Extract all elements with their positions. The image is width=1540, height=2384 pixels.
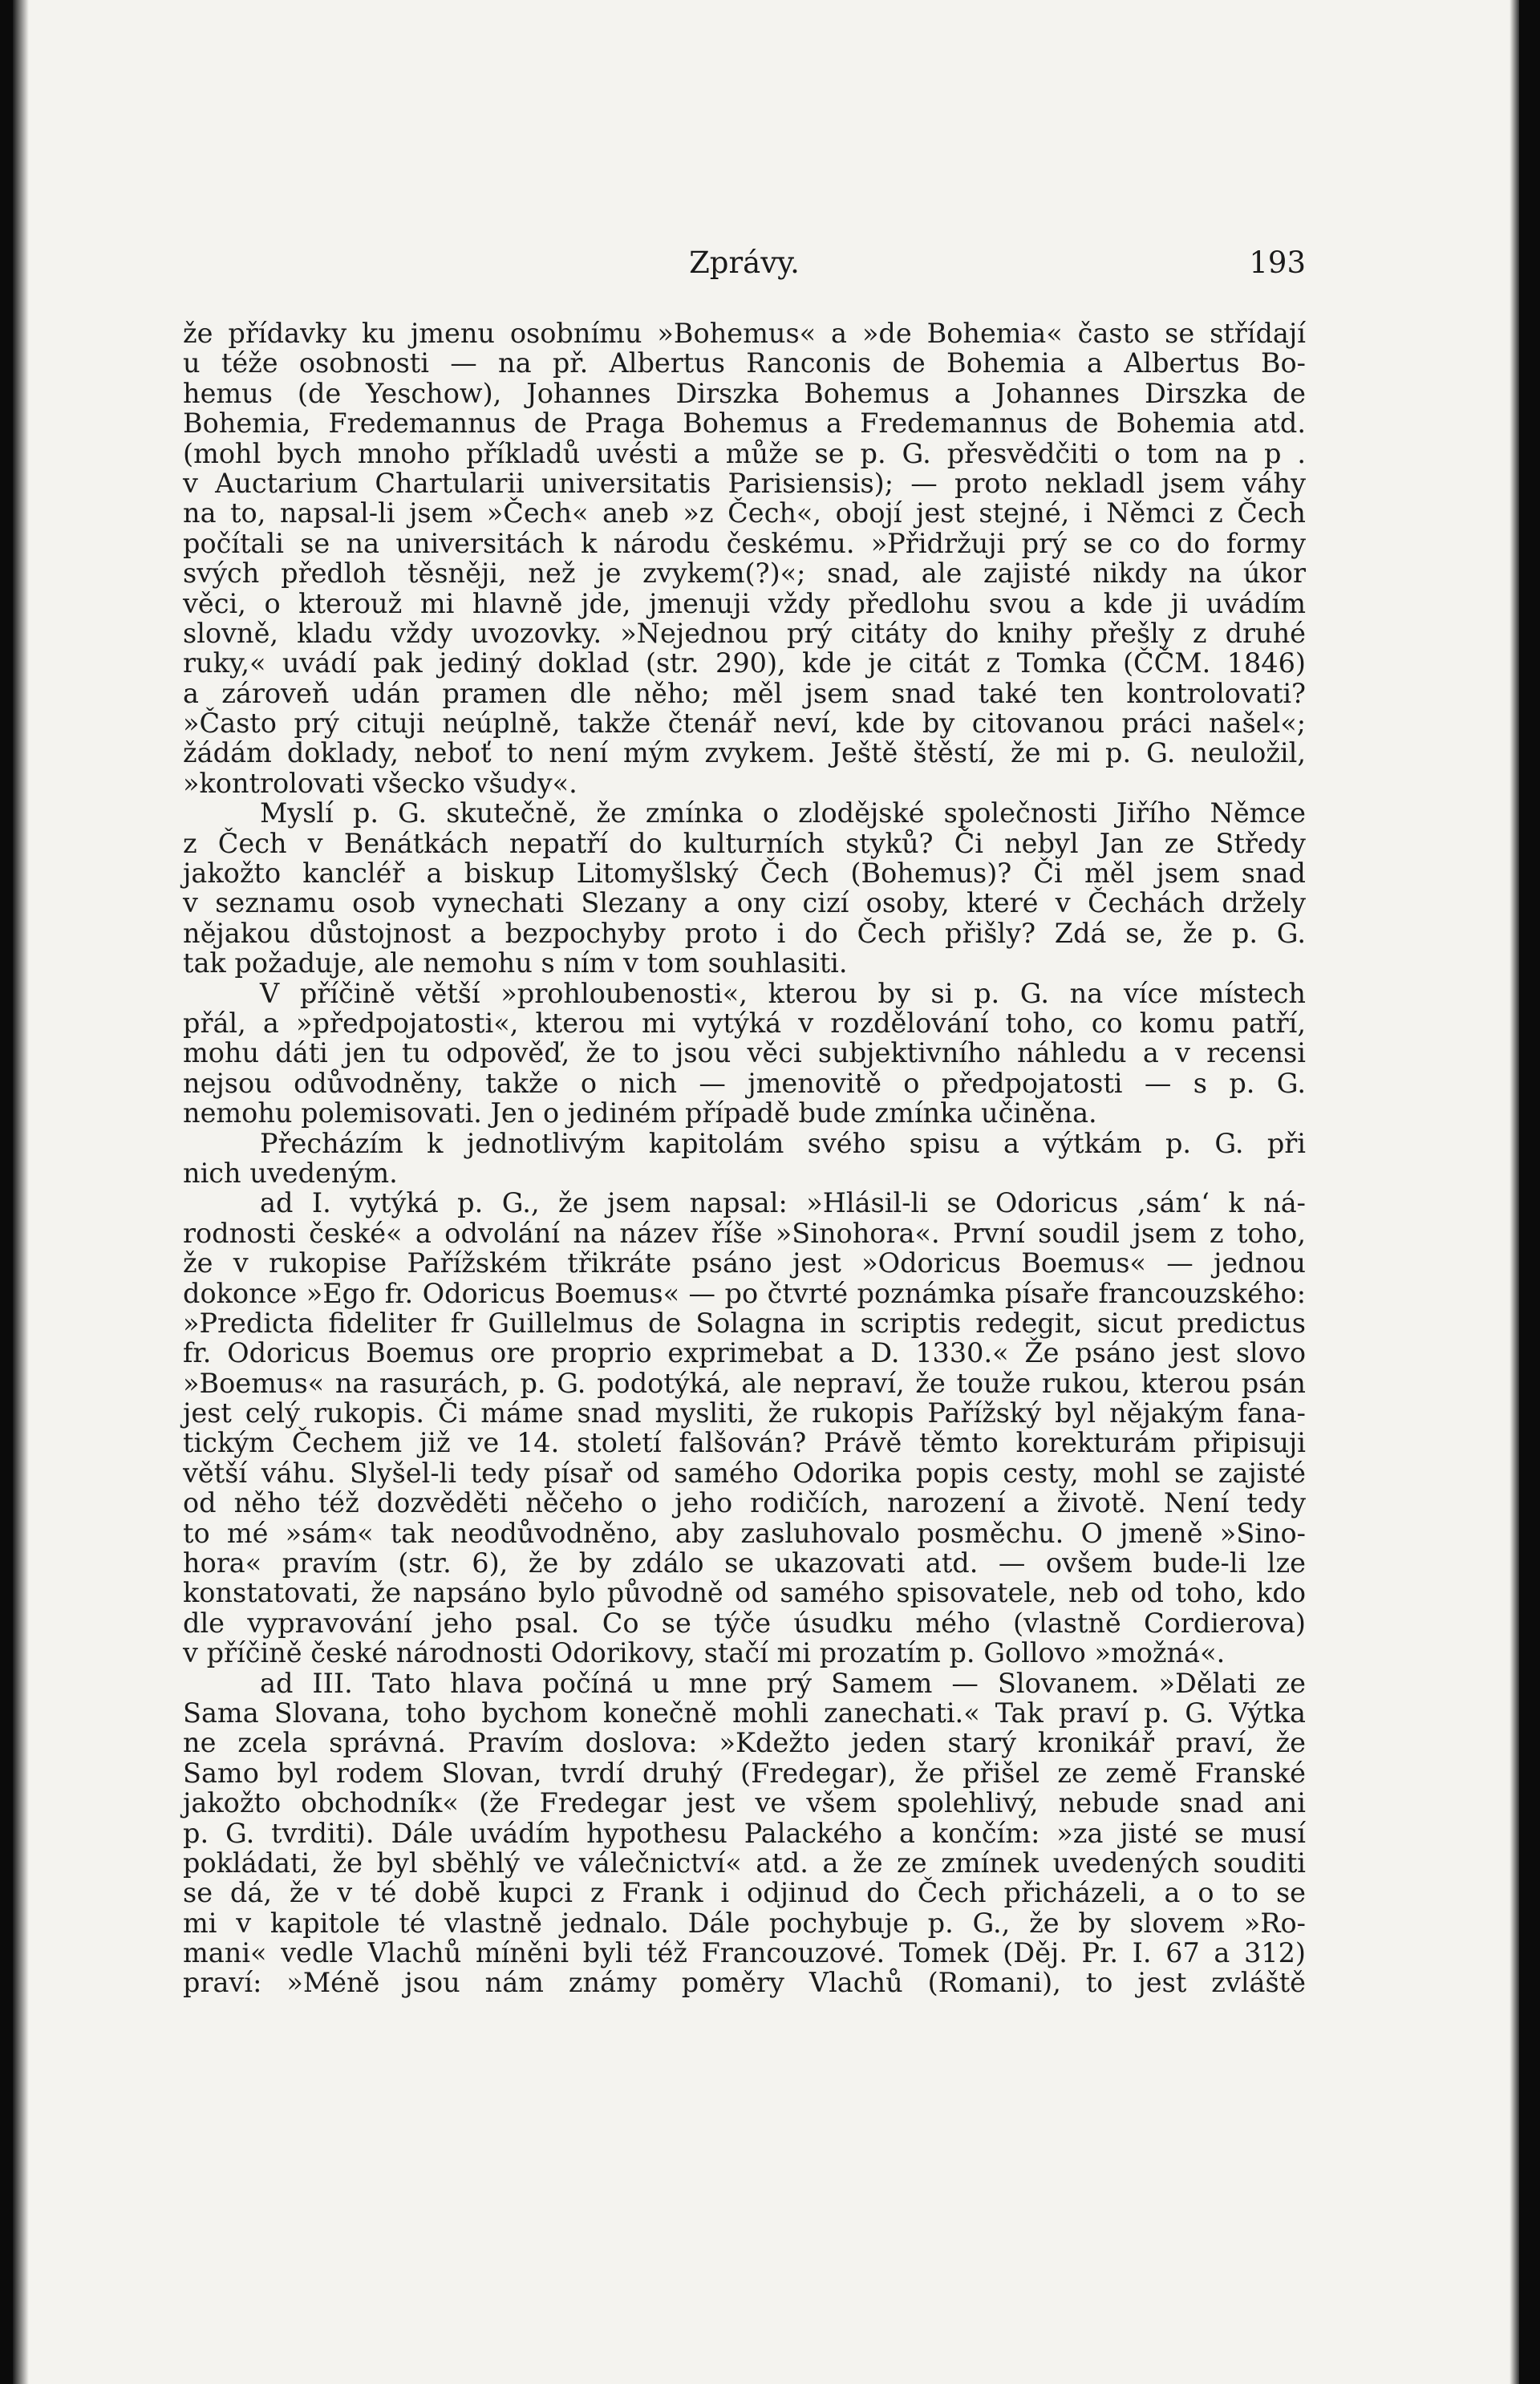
text-line: jest celý rukopis. Či máme snad mysliti, že rukopis Pařížský byl nějakým fana- — [183, 1397, 1306, 1429]
text-line: počítali se na universitách k národu českému. »Přidržuji prý se co do formy — [183, 527, 1306, 559]
text-line: Myslí p. G. skutečně, že zmínka o zlodějské společnosti Jiřího Němce — [260, 797, 1306, 829]
text-line: žádám doklady, neboť to není mým zvykem. Ještě štěstí, že mi p. G. neuložil, — [183, 737, 1306, 769]
text-line: u téže osobnosti — na př. Albertus Ranconis de Bohemia a Albertus Bo- — [183, 347, 1306, 379]
text-line: (mohl bych mnoho příkladů uvésti a může se p. G. přesvědčiti o tom na p . — [183, 437, 1306, 469]
text-line: mohu dáti jen tu odpověď, že to jsou věci subjektivního náhledu a v recensi — [183, 1037, 1306, 1069]
text-line: svých předloh těsněji, než je zvykem(?)«; snad, ale zajisté nikdy na úkor — [183, 557, 1306, 590]
text-line: ad I. vytýká p. G., že jsem napsal: »Hlásil-li se Odoricus ‚sám‘ k ná- — [260, 1187, 1306, 1219]
page-number: 193 — [1249, 245, 1306, 280]
text-line: ruky,« uvádí pak jediný doklad (str. 290), kde je citát z Tomka (ČČM. 1846) — [183, 647, 1306, 679]
text-line: konstatovati, že napsáno bylo původně od samého spisovatele, neb od toho, kdo — [183, 1577, 1306, 1609]
running-header — [183, 245, 1306, 282]
text-line: jakožto obchodník« (že Fredegar jest ve všem spolehlivý, nebude snad ani — [183, 1787, 1306, 1819]
text-line: Samo byl rodem Slovan, tvrdí druhý (Fredegar), že přišel ze země Franské — [183, 1757, 1306, 1789]
text-line: Bohemia, Fredemannus de Praga Bohemus a Fredemannus de Bohemia atd. — [183, 407, 1306, 440]
text-line: »Predicta fideliter fr Guillelmus de Solagna in scriptis redegit, sicut predictus — [183, 1307, 1306, 1339]
text-line: nejsou odůvodněny, takže o nich — jmenovitě o předpojatosti — s p. G. — [183, 1067, 1306, 1099]
text-line: větší váhu. Slyšel-li tedy písař od samého Odorika popis cesty, mohl se zajisté — [183, 1457, 1306, 1489]
text-line: »Často prý cituji neúplně, takže čtenář neví, kde by citovanou práci našel«; — [183, 707, 1306, 740]
text-line: praví: »Méně jsou nám známy poměry Vlachů (Romani), to jest zvláště — [183, 1967, 1306, 1999]
text-line: pokládati, že byl sběhlý ve válečnictví« atd. a že ze zmínek uvedených souditi — [183, 1847, 1306, 1879]
text-line: z Čech v Benátkách nepatří do kulturních styků? Či nebyl Jan ze Středy — [183, 827, 1306, 859]
text-line: se dá, že v té době kupci z Frank i odjinud do Čech přicházeli, a o to se — [183, 1877, 1306, 1909]
text-line: od něho též dozvěděti něčeho o jeho rodičích, narození a životě. Není tedy — [183, 1487, 1306, 1519]
text-line: nějakou důstojnost a bezpochyby proto i do Čech přišly? Zdá se, že p. G. — [183, 917, 1306, 949]
text-line: Přecházím k jednotlivým kapitolám svého spisu a výtkám p. G. při — [260, 1127, 1306, 1159]
text-line: v seznamu osob vynechati Slezany a ony cizí osoby, které v Čechách držely — [183, 887, 1306, 919]
text-line: v příčině české národnosti Odorikovy, stačí mi prozatím p. Gollovo »možná«. — [183, 1637, 1226, 1669]
text-line: V příčině větší »prohloubenosti«, kterou by si p. G. na více místech — [260, 977, 1306, 1009]
text-line: ne zcela správná. Pravím doslova: »Kdežto jeden starý kronikář praví, že — [183, 1727, 1306, 1759]
text-line: ad III. Tato hlava počíná u mne prý Samem — Slovanem. »Dělati ze — [260, 1667, 1306, 1699]
text-line: Sama Slovana, toho bychom konečně mohli zanechati.« Tak praví p. G. Výtka — [183, 1697, 1306, 1729]
text-line: v Auctarium Chartularii universitatis Parisiensis); — proto nekladl jsem váhy — [183, 467, 1306, 499]
text-line: mani« vedle Vlachů míněni byli též Francouzové. Tomek (Děj. Pr. I. 67 a 312) — [183, 1937, 1306, 1969]
text-line: »Boemus« na rasurách, p. G. podotýká, ale nepraví, že touže rukou, kterou psán — [183, 1367, 1306, 1399]
text-line: tak požaduje, ale nemohu s ním v tom souhlasiti. — [183, 947, 848, 979]
running-title: Zprávy. — [689, 245, 800, 280]
text-line: že přídavky ku jmenu osobnímu »Bohemus« a »de Bohemia« často se střídají — [183, 318, 1306, 349]
text-line: přál, a »předpojatosti«, kterou mi vytýká v rozdělování toho, co komu patří, — [183, 1007, 1306, 1039]
text-line: p. G. tvrditi). Dále uvádím hypothesu Palackého a končím: »za jisté se musí — [183, 1817, 1306, 1849]
text-line: jakožto kancléř a biskup Litomyšlský Čech (Bohemus)? Či měl jsem snad — [183, 858, 1306, 890]
text-line: »kontrolovati všecko všudy«. — [183, 767, 578, 799]
text-line: fr. Odoricus Boemus ore proprio exprimebat a D. 1330.« Že psáno jest slovo — [183, 1337, 1306, 1369]
text-line: mi v kapitole té vlastně jednalo. Dále pochybuje p. G., že by slovem »Ro- — [183, 1907, 1306, 1939]
text-line: rodnosti české« a odvolání na název říše »Sinohora«. První soudil jsem z toho, — [183, 1217, 1306, 1249]
text-line: to mé »sám« tak neodůvodněno, aby zasluhovalo posměchu. O jmeně »Sino- — [183, 1517, 1306, 1549]
text-line: dle vypravování jeho psal. Co se týče úsudku mého (vlastně Cordierova) — [183, 1607, 1306, 1639]
body-text — [183, 318, 1306, 1998]
text-line: nemohu polemisovati. Jen o jediném případě bude zmínka učiněna. — [183, 1097, 1097, 1129]
text-line: hora« pravím (str. 6), že by zdálo se ukazovati atd. — ovšem bude-li lze — [183, 1547, 1306, 1579]
text-line: věci, o kterouž mi hlavně jde, jmenuji vždy předlohu svou a kde ji uvádím — [183, 587, 1306, 619]
text-line: tickým Čechem již ve 14. století falšován? Právě těmto korekturám připisuji — [183, 1427, 1306, 1459]
text-line: na to, napsal-li jsem »Čech« aneb »z Čech«, obojí jest stejné, i Němci z Čech — [183, 497, 1306, 529]
text-line: dokonce »Ego fr. Odoricus Boemus« — po čtvrté poznámka písaře francouzského: — [183, 1277, 1306, 1309]
text-line: hemus (de Yeschow), Johannes Dirszka Bohemus a Johannes Dirszka de — [183, 377, 1306, 409]
text-line: a zároveň udán pramen dle něho; měl jsem snad také ten kontrolovati? — [183, 677, 1306, 709]
text-line: slovně, kladu vždy uvozovky. »Nejednou prý citáty do knihy přešly z druhé — [183, 617, 1306, 649]
text-line: nich uvedeným. — [183, 1157, 398, 1189]
text-line: že v rukopise Pařížském třikráte psáno jest »Odoricus Boemus« — jednou — [183, 1247, 1306, 1279]
page — [13, 0, 1519, 2384]
